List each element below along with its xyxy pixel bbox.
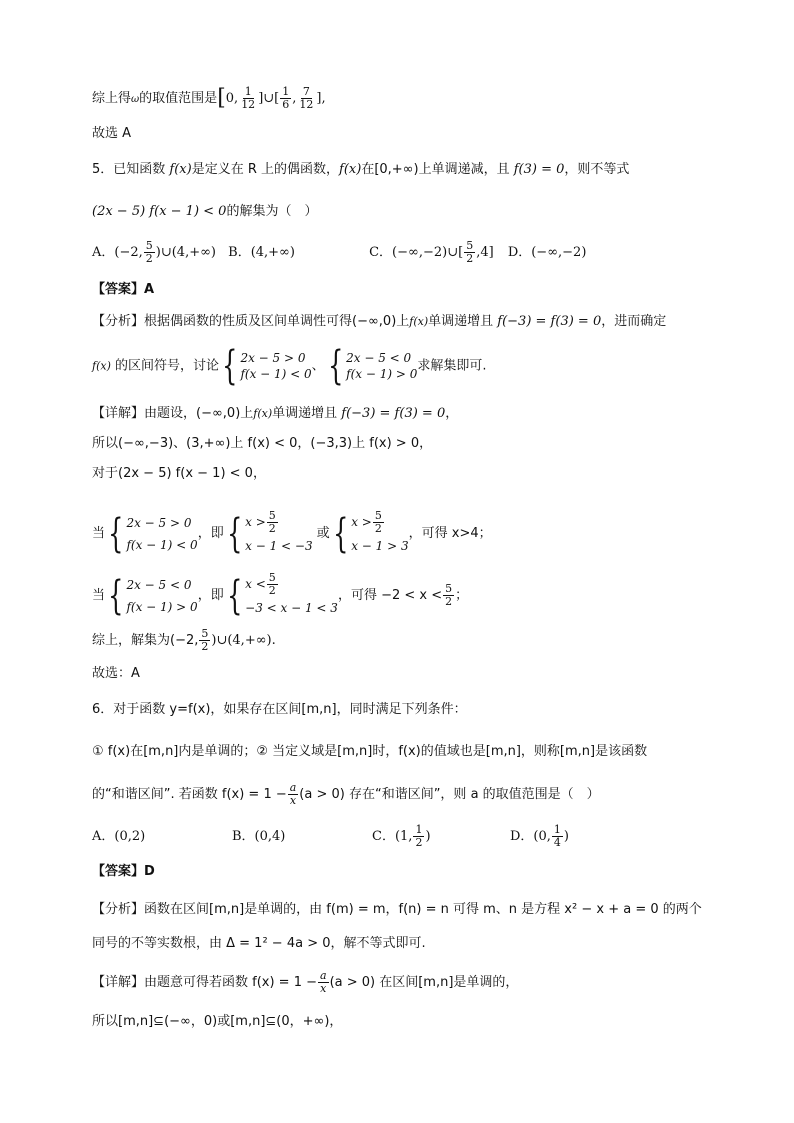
- denominator: 2: [268, 584, 276, 597]
- text: f(3) = 0: [513, 162, 565, 177]
- fraction: [552, 824, 563, 849]
- fraction: [413, 824, 424, 849]
- text: 2x − 5 > 0: [240, 351, 306, 365]
- option-b: B．(0,4): [232, 829, 286, 844]
- text: ，则不等式: [564, 162, 630, 177]
- denominator: 2: [268, 522, 276, 535]
- question-6-options: [92, 824, 569, 849]
- fraction: [443, 583, 454, 608]
- text: f(x − 1) < 0: [240, 367, 312, 381]
- text: 综上，解集为(−2,: [92, 633, 199, 648]
- system: [351, 510, 408, 557]
- text: f(−3) = f(3) = 0: [341, 406, 446, 421]
- numerator: 5: [145, 239, 153, 252]
- brace: {: [327, 343, 344, 389]
- option-c: [369, 239, 494, 265]
- text: x − 1 < −3: [245, 539, 313, 553]
- denominator: x: [320, 982, 327, 995]
- text: D．(0,: [510, 829, 551, 844]
- fraction: [280, 86, 291, 111]
- question-6-line-3: [92, 782, 600, 807]
- fraction: [318, 970, 329, 995]
- text: f(x): [253, 407, 273, 420]
- option-d: D．(−∞,−2): [507, 245, 587, 260]
- text: 的区间符号，讨论: [110, 358, 219, 374]
- text: f(x): [409, 315, 429, 328]
- numerator: 5: [201, 627, 209, 640]
- system: [126, 512, 197, 556]
- analysis-5-line-1: [92, 312, 666, 332]
- text: (a > 0) 存在“和谐区间”，则 a 的取值范围是（ ）: [299, 787, 600, 802]
- text: 0,: [225, 91, 239, 106]
- detail-5-summary: [92, 628, 276, 653]
- detail-5-line-1: [92, 404, 458, 424]
- denominator: 2: [145, 252, 153, 265]
- numerator: 5: [445, 582, 453, 595]
- text: f(x): [339, 162, 362, 177]
- system: [245, 572, 338, 619]
- text: ，可得 x>4；: [408, 526, 492, 541]
- text: )∪(4,+∞).: [211, 633, 276, 648]
- text: 、: [311, 358, 325, 374]
- text: f(x): [169, 162, 192, 177]
- system: [245, 510, 312, 557]
- denominator: 2: [374, 522, 382, 535]
- text: 当: [92, 526, 106, 541]
- fraction: [239, 86, 257, 111]
- bracket: [: [217, 85, 226, 111]
- denominator: 2: [466, 252, 474, 265]
- numerator: 1: [553, 823, 561, 836]
- text: ]∪[: [258, 91, 280, 106]
- answer-6: 【答案】D: [92, 864, 155, 879]
- text: A．(−2,: [92, 245, 143, 260]
- denominator: 12: [299, 98, 314, 111]
- question-5-options: [92, 240, 586, 265]
- numerator: 1: [244, 85, 252, 98]
- text: 的“和谐区间”. 若函数 f(x) = 1 −: [92, 787, 287, 802]
- option-c: [372, 824, 510, 849]
- detail-5-line-3: 对于(2x − 5) f(x − 1) < 0，: [92, 466, 266, 481]
- text: 单调递增且: [428, 314, 498, 329]
- analysis-6-line-1: 【分析】函数在区间[m,n]是单调的，由 f(m) = m，f(n) = n 可得 m、n 是方程 x² − x + a = 0 的两个: [92, 902, 702, 917]
- brace: {: [108, 572, 124, 619]
- question-5-line-1: [92, 160, 629, 180]
- text: 在[0,+∞)上单调递减，且: [361, 162, 514, 177]
- text: 的取值范围是: [139, 91, 218, 106]
- text: 是定义在 R 上的偶函数，: [191, 162, 340, 177]
- detail-5-line-2: 所以(−∞,−3)、(3,+∞)上 f(x) < 0，(−3,3)上 f(x) > 0，: [92, 436, 433, 451]
- question-5-line-2: [92, 202, 317, 222]
- text: 求解集即可.: [417, 358, 487, 374]
- denominator: 12: [241, 98, 256, 111]
- denominator: x: [289, 794, 297, 807]
- brace: {: [226, 510, 243, 557]
- text: 单调递增且: [272, 406, 342, 421]
- text: (a > 0) 在区间[m,n]是单调的，: [329, 975, 519, 990]
- detail-6-line-2: 所以[m,n]⊆(−∞，0)或[m,n]⊆(0，+∞)，: [92, 1014, 343, 1029]
- numerator: 1: [282, 85, 290, 98]
- text: −3 < x − 1 < 3: [245, 601, 338, 615]
- text: 2x − 5 < 0: [126, 577, 192, 592]
- text: ],: [316, 91, 326, 106]
- fraction: [464, 240, 475, 265]
- brace: {: [222, 343, 238, 389]
- text: ，即: [197, 588, 224, 603]
- system: [346, 350, 417, 382]
- option-a: A．(0,2): [92, 829, 146, 844]
- text: ): [425, 829, 431, 844]
- numerator: 5: [466, 239, 474, 252]
- detail-6-line-1: [92, 970, 518, 995]
- denominator: 6: [282, 98, 290, 111]
- text: f(x): [92, 359, 111, 373]
- text: x >: [351, 515, 372, 529]
- text: C．(−∞,−2)∪[: [369, 245, 464, 260]
- detail-5-case-1: [92, 510, 492, 557]
- text: ,4]: [476, 245, 494, 260]
- analysis-6-line-2: 同号的不等实数根，由 Δ = 1² − 4a > 0，解不等式即可.: [92, 936, 426, 951]
- fraction: [144, 240, 155, 265]
- denominator: 2: [415, 836, 423, 849]
- brace: {: [108, 510, 124, 557]
- text: ，: [445, 406, 459, 421]
- text: C．(1,: [372, 829, 413, 844]
- numerator: 1: [415, 823, 423, 836]
- text: f(x − 1) < 0: [126, 537, 198, 552]
- fraction: [267, 572, 278, 597]
- text: f(x − 1) > 0: [346, 367, 418, 381]
- text: ，即: [197, 526, 224, 541]
- numerator: a: [289, 781, 297, 794]
- text: ；: [455, 588, 469, 603]
- text: x − 1 > 3: [351, 539, 409, 553]
- detail-5-choice: 故选：A: [92, 666, 140, 681]
- fraction: [288, 782, 299, 807]
- fraction: [373, 510, 384, 535]
- text: f(x − 1) > 0: [126, 599, 198, 614]
- text: 5．已知函数: [92, 162, 170, 177]
- conclusion-line: [92, 86, 326, 111]
- text: f(−3) = f(3) = 0: [497, 314, 602, 329]
- numerator: 5: [268, 571, 276, 584]
- detail-5-case-2: [92, 572, 468, 619]
- answer-5: 【答案】A: [92, 282, 155, 297]
- numerator: 5: [374, 509, 382, 522]
- choice-line: 故选 A: [92, 126, 132, 141]
- text: 或: [312, 526, 330, 541]
- system: [126, 574, 197, 618]
- analysis-5-line-2: [92, 343, 487, 389]
- text: 综上得: [92, 91, 132, 106]
- brace: {: [332, 510, 349, 557]
- text: x >: [245, 515, 266, 529]
- denominator: 2: [445, 595, 453, 608]
- text: 2x − 5 < 0: [346, 351, 412, 365]
- numerator: 5: [268, 509, 276, 522]
- fraction: [297, 86, 315, 111]
- text: 【详解】由题意可得若函数 f(x) = 1 −: [92, 975, 317, 990]
- text: 的解集为（ ）: [226, 204, 318, 219]
- text: )∪(4,+∞): [155, 245, 216, 260]
- denominator: 4: [553, 836, 561, 849]
- question-6-line-1: 6．对于函数 y=f(x)，如果存在区间[m,n]，同时满足下列条件：: [92, 702, 467, 717]
- text: ,: [292, 91, 297, 106]
- text: 2x − 5 > 0: [126, 515, 192, 530]
- text: ω: [131, 94, 140, 105]
- denominator: 2: [201, 640, 209, 653]
- text: 【分析】根据偶函数的性质及区间单调性可得(−∞,0)上: [92, 314, 410, 329]
- option-a: [92, 239, 216, 265]
- brace: {: [226, 572, 243, 619]
- text: ，进而确定: [601, 314, 667, 329]
- fraction: [267, 510, 278, 535]
- text: ，可得 −2 < x <: [337, 588, 443, 603]
- option-d: [510, 823, 569, 849]
- text: 当: [92, 588, 106, 603]
- text: (2x − 5) f(x − 1) < 0: [92, 204, 227, 219]
- text: ): [563, 829, 569, 844]
- text: 【详解】由题设，(−∞,0)上: [92, 406, 254, 421]
- option-b: B．(4,+∞): [228, 245, 295, 260]
- question-6-line-2: ① f(x)在[m,n]内是单调的；② 当定义域是[m,n]时，f(x)的值域也是[m,n]，则称[m,n]是该函数: [92, 744, 648, 759]
- text: x <: [245, 577, 266, 591]
- fraction: [199, 628, 210, 653]
- numerator: 7: [302, 85, 310, 98]
- numerator: a: [320, 969, 327, 982]
- system: [240, 350, 311, 382]
